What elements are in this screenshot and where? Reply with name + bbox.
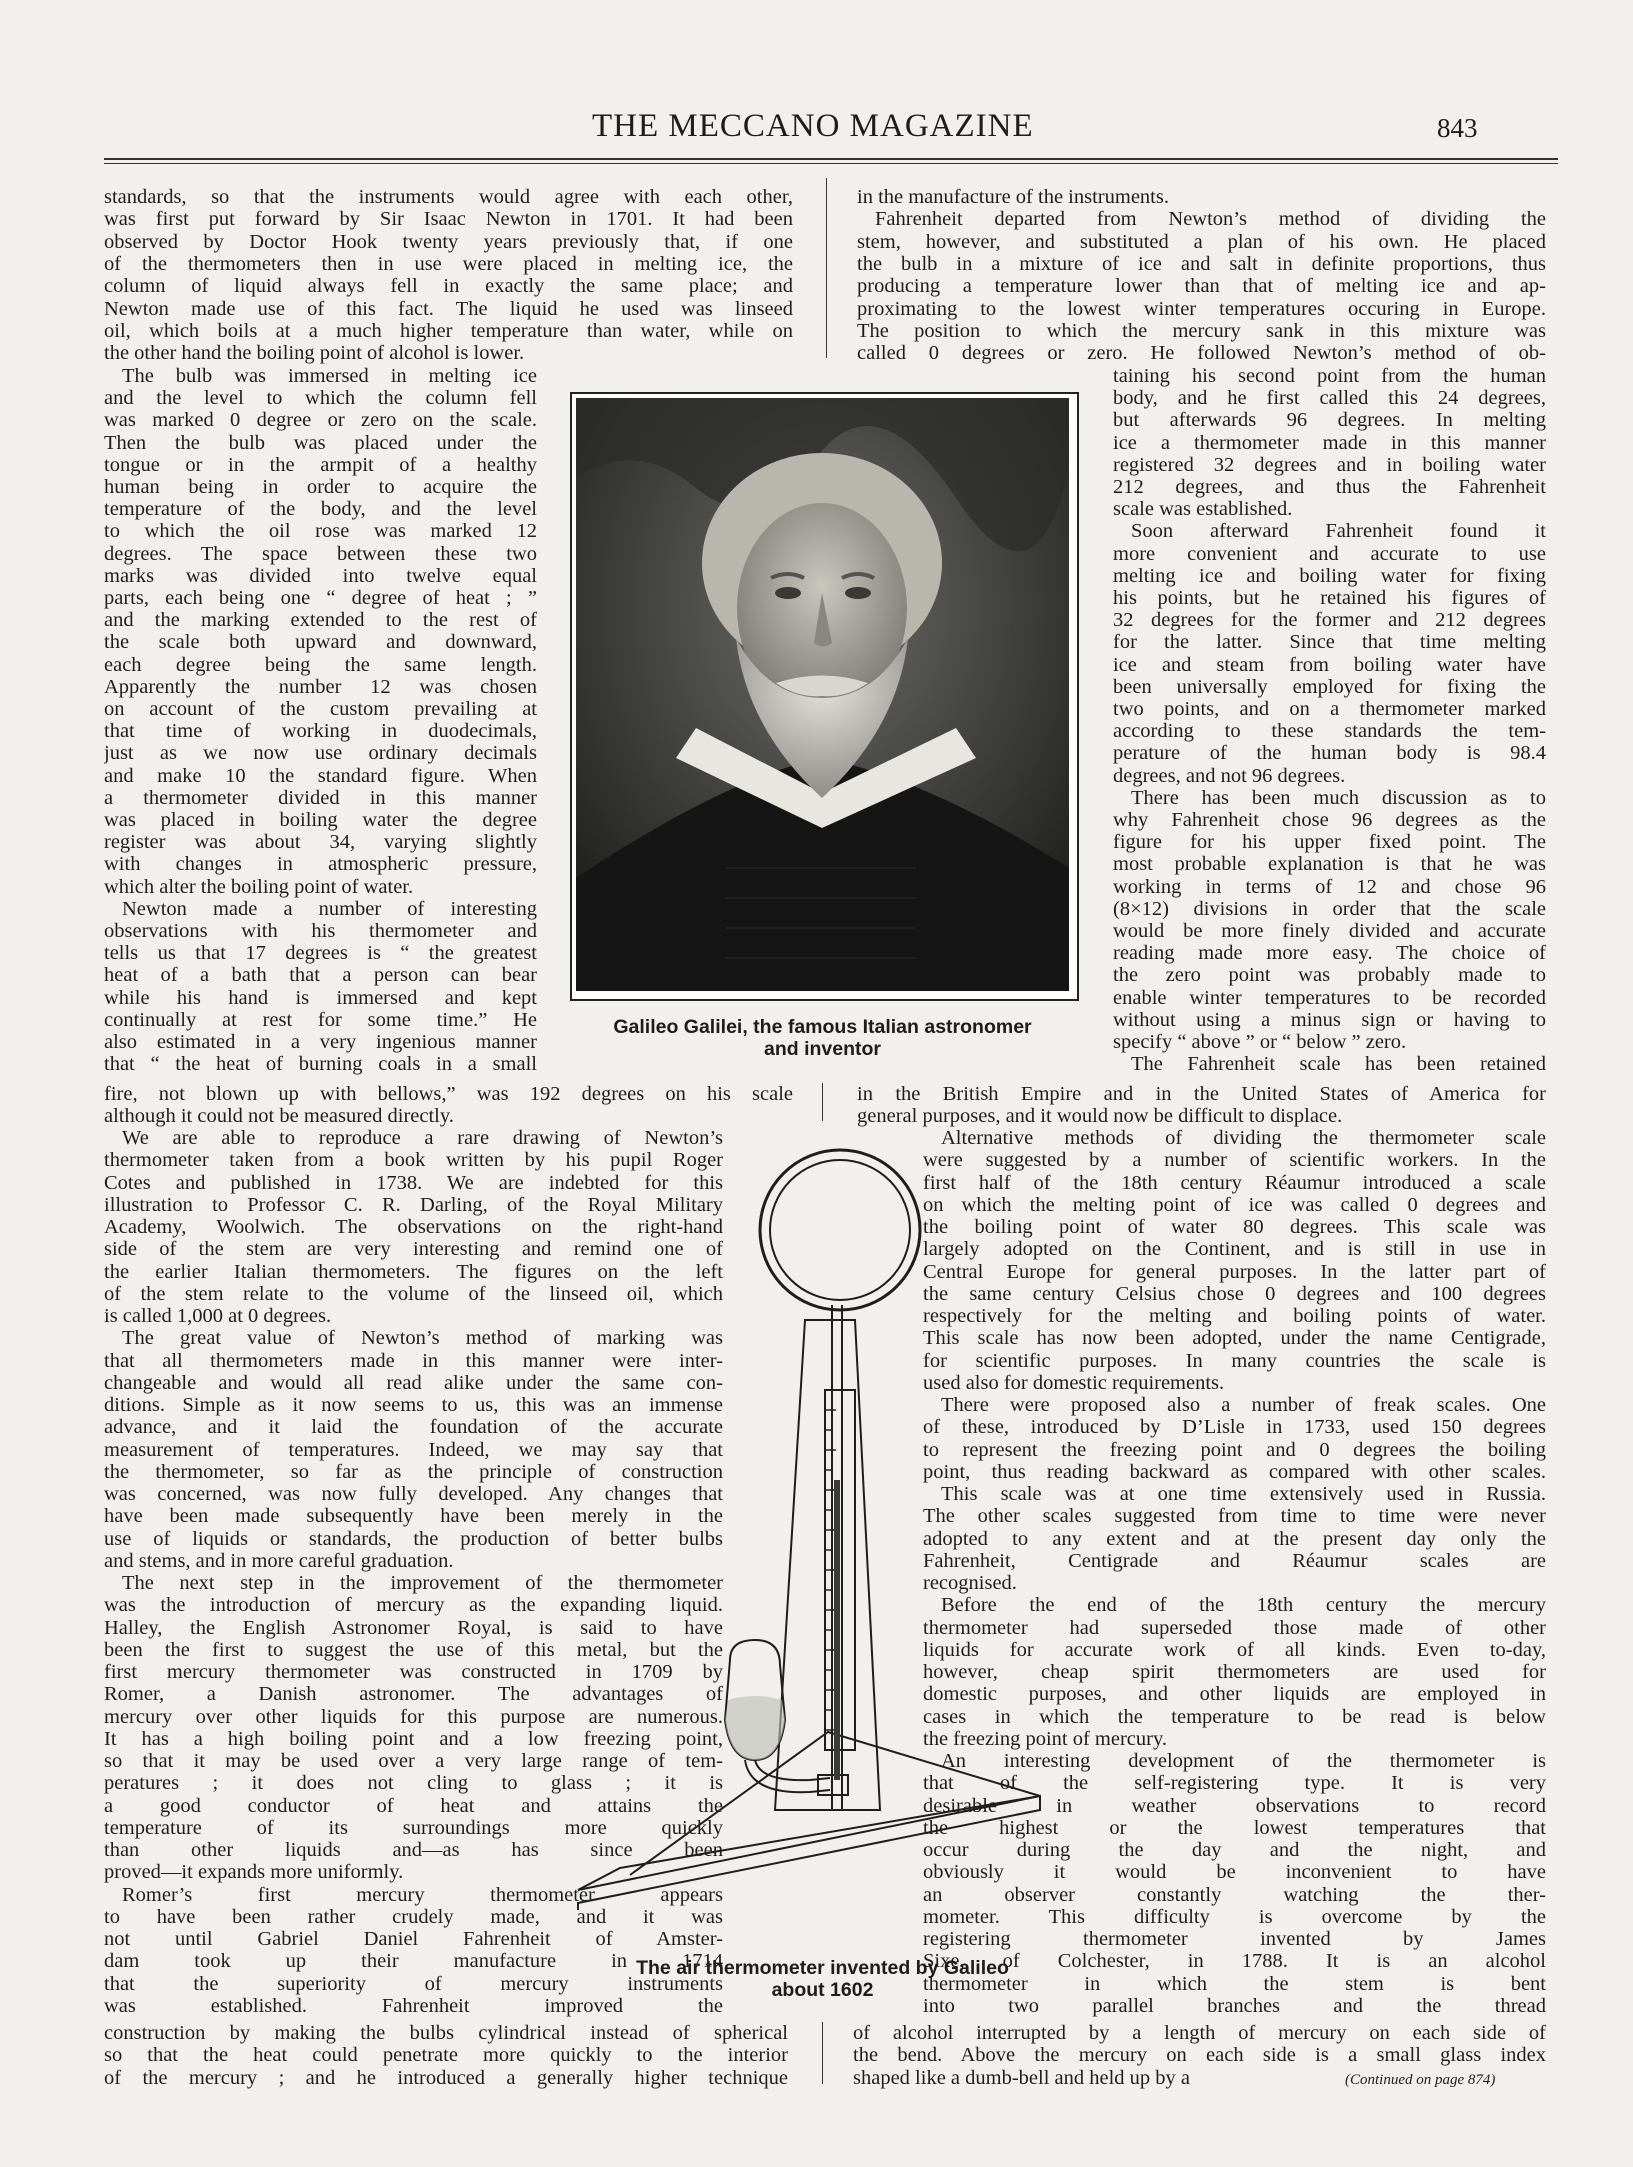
magazine-title: THE MECCANO MAGAZINE bbox=[592, 108, 1034, 144]
text-line: recognised. bbox=[923, 1572, 1017, 1594]
text-line: with changes in atmospheric pressure, bbox=[104, 853, 537, 876]
text-line: and stems, and in more careful graduation. bbox=[104, 1549, 454, 1572]
text-line: a good conductor of heat and attains the bbox=[104, 1794, 723, 1817]
text-line: ice a thermometer made in this manner bbox=[1113, 431, 1546, 454]
text-line: 32 degrees for the former and 212 degrees bbox=[1113, 609, 1546, 632]
text-line: 212 degrees, and thus the Fahrenheit bbox=[1113, 476, 1546, 498]
text-line: on which the melting point of ice was called 0 degrees and bbox=[923, 1193, 1546, 1216]
text-line: It has a high boiling point and a low freezing point, bbox=[104, 1727, 723, 1750]
text-line: the highest or the lowest temperatures that bbox=[923, 1816, 1546, 1839]
text-line: ditions. Simple as it now seems to us, this was an immense bbox=[104, 1394, 723, 1416]
text-line: the freezing point of mercury. bbox=[923, 1727, 1167, 1750]
column-divider-top bbox=[826, 178, 827, 358]
text-line: Romer’s first mercury thermometer appears bbox=[122, 1883, 723, 1906]
text-line: would be more finely divided and accurate bbox=[1113, 920, 1546, 942]
text-line: the earlier Italian thermometers. The figures on the left bbox=[104, 1260, 723, 1283]
text-line: Romer, a Danish astronomer. The advantages of bbox=[104, 1683, 723, 1706]
text-line: illustration to Professor C. R. Darling, of the Royal Military bbox=[104, 1193, 723, 1216]
text-line: ice and steam from boiling water have bbox=[1113, 653, 1546, 676]
text-line: more convenient and accurate to use bbox=[1113, 542, 1546, 565]
text-line: mometer. This difficulty is overcome by the bbox=[923, 1905, 1546, 1928]
text-line: the other hand the boiling point of alcohol is lower. bbox=[104, 342, 525, 365]
text-line: desirable in weather observations to record bbox=[923, 1794, 1546, 1817]
text-line: to have been rather crudely made, and it was bbox=[104, 1905, 723, 1928]
text-line: There were proposed also a number of freak scales. One bbox=[941, 1394, 1546, 1416]
text-line: parts, each being one “ degree of heat ; ” bbox=[104, 587, 537, 609]
text-line: enable winter temperatures to be recorded bbox=[1113, 986, 1546, 1009]
text-line: is called 1,000 at 0 degrees. bbox=[104, 1305, 332, 1327]
text-line: The position to which the mercury sank in this mixture was bbox=[857, 319, 1546, 342]
text-line: side of the stem are very interesting and remind one of bbox=[104, 1238, 723, 1261]
text-line: first half of the 18th century Réaumur introduced a scale bbox=[923, 1171, 1546, 1194]
text-line: specify “ above ” or “ below ” zero. bbox=[1113, 1031, 1407, 1053]
text-line: thermometer in which the stem is bent bbox=[923, 1972, 1546, 1995]
text-line: was first put forward by Sir Isaac Newton in 1701. It had been bbox=[104, 208, 793, 231]
text-line: Halley, the English Astronomer Royal, is said to have bbox=[104, 1616, 723, 1639]
text-line: The bulb was immersed in melting ice bbox=[122, 365, 537, 387]
page-number: 843 bbox=[1437, 113, 1478, 143]
text-line: been universally employed for fixing the bbox=[1113, 675, 1546, 698]
text-line: human being in order to acquire the bbox=[104, 476, 537, 498]
text-line: shaped like a dumb-bell and held up by a bbox=[853, 2066, 1191, 2089]
text-line: the bulb in a mixture of ice and salt in definite proportions, thus bbox=[857, 252, 1546, 275]
text-line: have been made subsequently have been merely in the bbox=[104, 1505, 723, 1528]
text-line: according to these standards the tem- bbox=[1113, 720, 1546, 743]
text-line: observations with his thermometer and bbox=[104, 920, 537, 942]
text-line: This scale was at one time extensively used in Russia. bbox=[941, 1483, 1546, 1505]
text-line: to which the oil rose was marked 12 bbox=[104, 520, 537, 543]
text-line: The other scales suggested from time to time were never bbox=[923, 1505, 1546, 1528]
text-line: oil, which boils at a much higher temperature than water, while on bbox=[104, 319, 793, 342]
text-line: scale was established. bbox=[1113, 498, 1293, 521]
air-thermometer-illustration bbox=[570, 1120, 1070, 1910]
text-line: the bend. Above the mercury on each side is a small glass index bbox=[853, 2044, 1546, 2067]
text-line: of the mercury ; and he introduced a generally higher technique bbox=[104, 2066, 788, 2089]
column-divider-bottom bbox=[822, 2022, 823, 2084]
text-line: that the superiority of mercury instruments bbox=[104, 1972, 723, 1995]
column-divider-mid bbox=[822, 1083, 823, 1121]
text-line: taining his second point from the human bbox=[1113, 365, 1546, 387]
text-line: that “ the heat of burning coals in a small bbox=[104, 1053, 537, 1076]
text-line: body, and he first called this 24 degrees, bbox=[1113, 387, 1546, 410]
text-line: however, cheap spirit thermometers are used for bbox=[923, 1661, 1546, 1683]
text-line: and the marking extended to the rest of bbox=[104, 609, 537, 632]
text-line: continually at rest for some time.” He bbox=[104, 1008, 537, 1031]
text-line: adopted to any extent and at the present day only the bbox=[923, 1527, 1546, 1550]
text-line: Then the bulb was placed under the bbox=[104, 431, 537, 454]
text-line: most probable explanation is that he was bbox=[1113, 853, 1546, 876]
text-line: general purposes, and it would now be difficult to displace. bbox=[857, 1105, 1343, 1128]
text-line: into two parallel branches and the thread bbox=[923, 1994, 1546, 2017]
text-line: that time of working in duodecimals, bbox=[104, 720, 537, 743]
text-line: Newton made use of this fact. The liquid he used was linseed bbox=[104, 297, 793, 320]
text-line: figure for his upper fixed point. The bbox=[1113, 831, 1546, 854]
text-line: and make 10 the standard figure. When bbox=[104, 764, 537, 787]
text-line: melting ice and boiling water for fixing bbox=[1113, 564, 1546, 587]
text-line: for scientific purposes. In many countries the scale is bbox=[923, 1349, 1546, 1372]
header-rule-thin bbox=[104, 163, 1558, 164]
text-line: standards, so that the instruments would agree with each other, bbox=[104, 186, 793, 208]
text-line: Cotes and published in 1738. We are indebted for this bbox=[104, 1171, 723, 1194]
text-line: use of liquids or standards, the production of better bulbs bbox=[104, 1527, 723, 1550]
header-rule bbox=[104, 158, 1558, 160]
text-line: reading made more easy. The choice of bbox=[1113, 942, 1546, 965]
text-line: register was about 34, varying slightly bbox=[104, 831, 537, 854]
text-line: so that it may be used over a very large range of tem- bbox=[104, 1750, 723, 1772]
text-line: a thermometer divided in this manner bbox=[104, 786, 537, 809]
text-line: the same century Celsius chose 0 degrees and 100 degrees bbox=[923, 1282, 1546, 1305]
text-line: point, thus reading backward as compared with other scales. bbox=[923, 1460, 1546, 1483]
text-line: of these, introduced by D’Lisle in 1733, used 150 degrees bbox=[923, 1416, 1546, 1439]
text-line: Soon afterward Fahrenheit found it bbox=[1131, 520, 1546, 543]
air-thermometer-caption-line1: The air thermometer invented by Galileo bbox=[636, 1957, 1009, 1979]
text-line: which alter the boiling point of water. bbox=[104, 875, 414, 898]
text-line: for the latter. Since that time melting bbox=[1113, 631, 1546, 654]
text-line: were suggested by a number of scientific workers. In the bbox=[923, 1149, 1546, 1172]
portrait-image bbox=[576, 398, 1069, 991]
text-line: thermometer had superseded those made of other bbox=[923, 1616, 1546, 1639]
portrait-caption-line1: Galileo Galilei, the famous Italian astronomer bbox=[613, 1016, 1032, 1038]
text-line: that all thermometers made in this manner were inter- bbox=[104, 1349, 723, 1372]
text-line: working in terms of 12 and chose 96 bbox=[1113, 875, 1546, 898]
text-line: heat of a bath that a person can bear bbox=[104, 964, 537, 987]
text-line: without using a minus sign or having to bbox=[1113, 1008, 1546, 1031]
text-line: The great value of Newton’s method of marking was bbox=[122, 1327, 723, 1350]
text-line: in the British Empire and in the United States of America for bbox=[857, 1083, 1546, 1105]
text-line: measurement of temperatures. Indeed, we may say that bbox=[104, 1438, 723, 1461]
text-line: used also for domestic requirements. bbox=[923, 1371, 1225, 1394]
text-line: although it could not be measured directly. bbox=[104, 1105, 454, 1128]
text-line: than other liquids and—as has since been bbox=[104, 1839, 723, 1861]
text-line: stem, however, and substituted a plan of his own. He placed bbox=[857, 230, 1546, 253]
text-line: his points, but he retained his figures of bbox=[1113, 587, 1546, 609]
text-line: an observer constantly watching the ther- bbox=[923, 1883, 1546, 1906]
text-line: but afterwards 96 degrees. In melting bbox=[1113, 409, 1546, 432]
text-line: obviously it would be inconvenient to have bbox=[923, 1861, 1546, 1884]
text-line: mercury over other liquids for this purpose are numerous. bbox=[104, 1705, 723, 1728]
continued-note: (Continued on page 874) bbox=[1345, 2072, 1496, 2088]
text-line: also estimated in a very ingenious manner bbox=[104, 1031, 537, 1053]
text-line: was placed in boiling water the degree bbox=[104, 809, 537, 831]
text-line: while his hand is immersed and kept bbox=[104, 986, 537, 1009]
text-line: of alcohol interrupted by a length of mercury on each side of bbox=[853, 2022, 1546, 2044]
text-line: (8×12) divisions in order that the scale bbox=[1113, 897, 1546, 920]
text-line: An interesting development of the thermometer is bbox=[941, 1750, 1546, 1772]
text-line: that of the self-registering type. It is very bbox=[923, 1772, 1546, 1795]
text-line: Academy, Woolwich. The observations on the right-hand bbox=[104, 1216, 723, 1238]
text-line: just as we now use ordinary decimals bbox=[104, 742, 537, 765]
text-line: proximating to the lowest winter temperatures occuring in Europe. bbox=[857, 297, 1546, 320]
text-line: degrees. The space between these two bbox=[104, 542, 537, 565]
text-line: construction by making the bulbs cylindrical instead of spherical bbox=[104, 2022, 788, 2044]
text-line: changeable and would all read alike under the same con- bbox=[104, 1371, 723, 1394]
text-line: The Fahrenheit scale has been retained bbox=[1131, 1053, 1546, 1076]
text-line: Apparently the number 12 was chosen bbox=[104, 675, 537, 698]
portrait-caption-line2: and inventor bbox=[763, 1038, 881, 1060]
air-thermometer-caption-line2: about 1602 bbox=[771, 1979, 874, 2001]
text-line: cases in which the temperature to be read is below bbox=[923, 1705, 1546, 1728]
text-line: each degree being the same length. bbox=[104, 653, 537, 676]
text-line: called 0 degrees or zero. He followed Newton’s method of ob- bbox=[857, 342, 1546, 365]
text-line: proved—it expands more uniformly. bbox=[104, 1861, 404, 1884]
text-line: producing a temperature lower than that of melting ice and ap- bbox=[857, 275, 1546, 298]
text-line: tells us that 17 degrees is “ the greatest bbox=[104, 942, 537, 965]
text-line: registering thermometer invented by James bbox=[923, 1928, 1546, 1950]
text-line: not until Gabriel Daniel Fahrenheit of Amster- bbox=[104, 1928, 723, 1950]
text-line: We are able to reproduce a rare drawing of Newton’s bbox=[122, 1127, 723, 1149]
text-line: was concerned, was now fully developed. Any changes that bbox=[104, 1483, 723, 1505]
text-line: Before the end of the 18th century the mercury bbox=[941, 1594, 1546, 1617]
text-line: degrees, and not 96 degrees. bbox=[1113, 764, 1346, 787]
text-line: so that the heat could penetrate more quickly to the interior bbox=[104, 2044, 788, 2067]
text-line: fire, not blown up with bellows,” was 192 degrees on his scale bbox=[104, 1083, 793, 1105]
text-line: the zero point was probably made to bbox=[1113, 964, 1546, 987]
text-line: largely adopted on the Continent, and is still in use in bbox=[923, 1238, 1546, 1261]
text-line: on account of the custom prevailing at bbox=[104, 698, 537, 720]
text-line: was the introduction of mercury as the expanding liquid. bbox=[104, 1594, 723, 1617]
galileo-portrait bbox=[570, 392, 1079, 1001]
text-line: of the stem relate to the volume of the linseed oil, which bbox=[104, 1282, 723, 1305]
text-line: peratures ; it does not cling to glass ; it is bbox=[104, 1772, 723, 1795]
text-line: Fahrenheit departed from Newton’s method of dividing the bbox=[875, 208, 1546, 231]
text-line: liquids for accurate work of all kinds. Even to-day, bbox=[923, 1638, 1546, 1661]
text-line: There has been much discussion as to bbox=[1131, 786, 1546, 809]
text-line: was marked 0 degree or zero on the scale. bbox=[104, 409, 537, 432]
text-line: two points, and on a thermometer marked bbox=[1113, 698, 1546, 720]
text-line: respectively for the melting and boiling points of water. bbox=[923, 1305, 1546, 1327]
text-line: occur during the day and the night, and bbox=[923, 1839, 1546, 1861]
text-line: been the first to suggest the use of this metal, but the bbox=[104, 1638, 723, 1661]
text-line: This scale has now been adopted, under the name Centigrade, bbox=[923, 1327, 1546, 1350]
text-line: column of liquid always fell in exactly the same place; and bbox=[104, 275, 793, 298]
text-line: Alternative methods of dividing the thermometer scale bbox=[941, 1127, 1546, 1149]
text-line: observed by Doctor Hook twenty years previously that, if one bbox=[104, 230, 793, 253]
text-line: the scale both upward and downward, bbox=[104, 631, 537, 654]
text-line: registered 32 degrees and in boiling water bbox=[1113, 453, 1546, 476]
text-line: the thermometer, so far as the principle of construction bbox=[104, 1460, 723, 1483]
text-line: advance, and it laid the foundation of the accurate bbox=[104, 1416, 723, 1439]
text-line: why Fahrenheit chose 96 degrees as the bbox=[1113, 809, 1546, 831]
text-line: dam took up their manufacture in 1714 bbox=[104, 1950, 723, 1973]
text-line: in the manufacture of the instruments. bbox=[857, 186, 1169, 208]
text-line: thermometer taken from a book written by his pupil Roger bbox=[104, 1149, 723, 1172]
text-line: Central Europe for general purposes. In the latter part of bbox=[923, 1260, 1546, 1283]
text-line: of the thermometers then in use were placed in melting ice, the bbox=[104, 252, 793, 275]
text-line: was established. Fahrenheit improved the bbox=[104, 1994, 723, 2017]
text-line: domestic purposes, and other liquids are employed in bbox=[923, 1683, 1546, 1706]
text-line: temperature of the body, and the level bbox=[104, 498, 537, 521]
text-line: the boiling point of water 80 degrees. This scale was bbox=[923, 1216, 1546, 1238]
text-line: Newton made a number of interesting bbox=[122, 897, 537, 920]
text-line: marks was divided into twelve equal bbox=[104, 564, 537, 587]
text-line: and the level to which the column fell bbox=[104, 387, 537, 410]
text-line: The next step in the improvement of the thermometer bbox=[122, 1572, 723, 1594]
text-line: temperature of its surroundings more quickly bbox=[104, 1816, 723, 1839]
text-line: to represent the freezing point and 0 degrees the boiling bbox=[923, 1438, 1546, 1461]
text-line: Sixe, of Colchester, in 1788. It is an alcohol bbox=[923, 1950, 1546, 1973]
text-line: first mercury thermometer was constructed in 1709 by bbox=[104, 1661, 723, 1683]
text-line: tongue or in the armpit of a healthy bbox=[104, 453, 537, 476]
text-line: perature of the human body is 98.4 bbox=[1113, 742, 1546, 765]
text-line: Fahrenheit, Centigrade and Réaumur scales are bbox=[923, 1549, 1546, 1572]
